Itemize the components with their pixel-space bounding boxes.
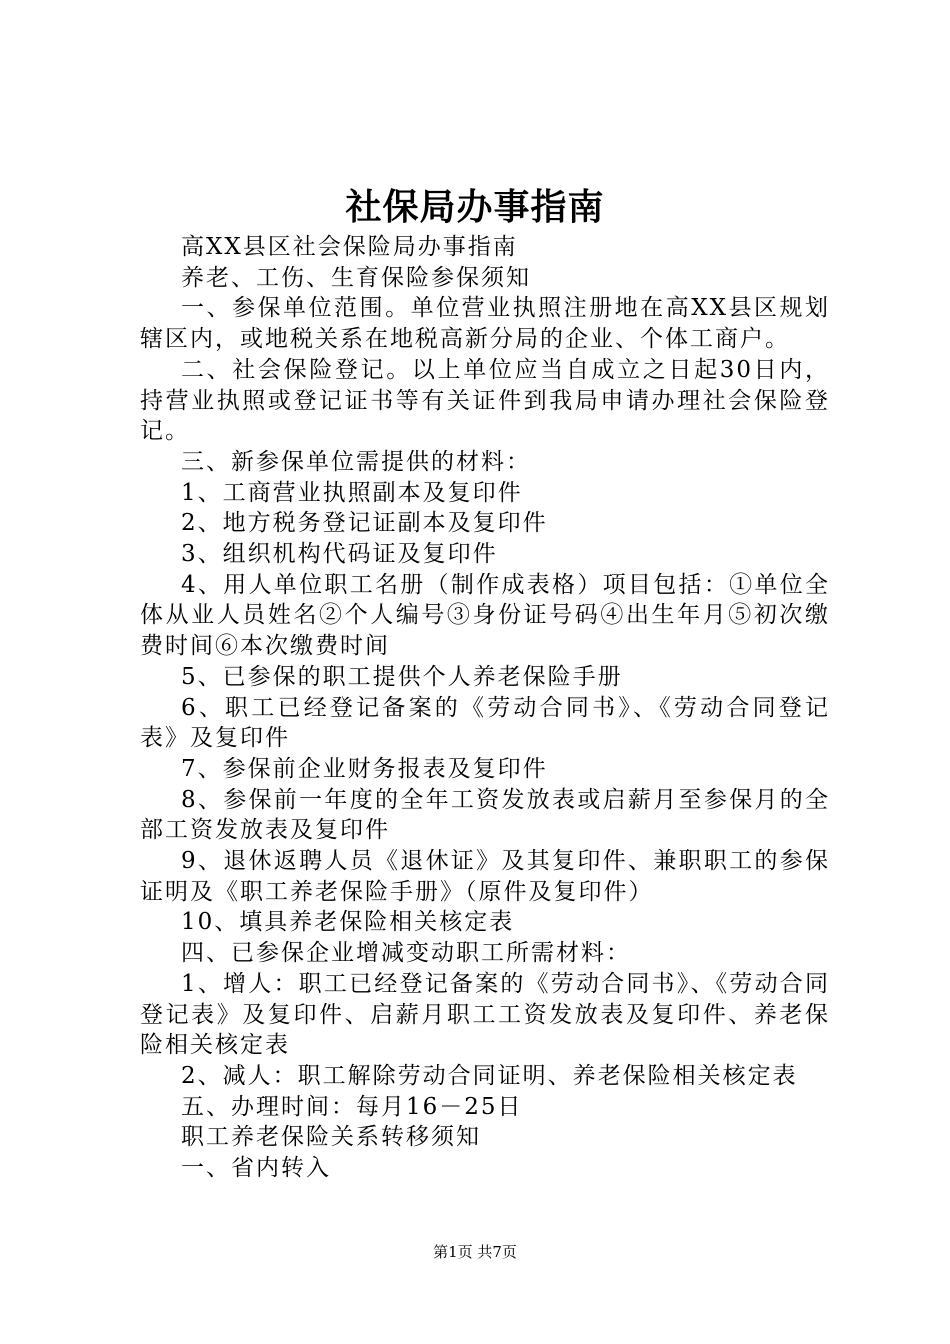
paragraph: 四、已参保企业增减变动职工所需材料： (181, 940, 631, 967)
paragraph: 4、用人单位职工名册（制作成表格）项目包括：①单位全体从业人员姓名②个人编号③身份证号码④出生年月⑤初次缴费时间⑥本次缴费时间 (140, 571, 830, 660)
paragraph: 5、已参保的职工提供个人养老保险手册 (181, 663, 623, 690)
paragraph: 9、退休返聘人员《退休证》及其复印件、兼职职工的参保证明及《职工养老保险手册》（原件及复印件） (140, 848, 830, 905)
paragraph: 7、参保前企业财务报表及复印件 (181, 755, 548, 782)
paragraph: 3、组织机构代码证及复印件 (181, 541, 498, 568)
paragraph: 高XX县区社会保险局办事指南 (181, 234, 518, 260)
paragraph: 8、参保前一年度的全年工资发放表或启薪月至参保月的全部工资发放表及复印件 (140, 786, 830, 844)
paragraph: 三、新参保单位需提供的材料： (181, 448, 531, 475)
paragraph: 1、增人：职工已经登记备案的《劳动合同书》、《劳动合同登记表》及复印件、启薪月职工工资发放表及复印件、养老保险相关核定表 (140, 970, 830, 1059)
document-title: 社保局办事指南 (345, 187, 605, 228)
paragraph: 一、省内转入 (181, 1155, 331, 1182)
page-footer: 第1页 共7页 (433, 1243, 517, 1261)
paragraph: 2、地方税务登记证副本及复印件 (181, 510, 548, 537)
paragraph: 1、工商营业执照副本及复印件 (181, 479, 523, 506)
paragraph: 10、填具养老保险相关核定表 (181, 909, 515, 936)
paragraph: 五、办理时间：每月16－25日 (181, 1093, 523, 1120)
paragraph: 养老、工伤、生育保险参保须知 (181, 264, 531, 291)
paragraph: 职工养老保险关系转移须知 (181, 1124, 481, 1151)
paragraph: 二、社会保险登记。以上单位应当自成立之日起30日内，持营业执照或登记证书等有关证件到我局申请办理社会保险登记。 (140, 356, 830, 445)
paragraph: 一、参保单位范围。单位营业执照注册地在高XX县区规划辖区内，或地税关系在地税高新分局的企业、个体工商户。 (140, 295, 830, 353)
document-body (140, 232, 830, 1184)
paragraph: 2、减人：职工解除劳动合同证明、养老保险相关核定表 (181, 1062, 798, 1089)
paragraph: 6、职工已经登记备案的《劳动合同书》、《劳动合同登记表》及复印件 (140, 694, 830, 752)
